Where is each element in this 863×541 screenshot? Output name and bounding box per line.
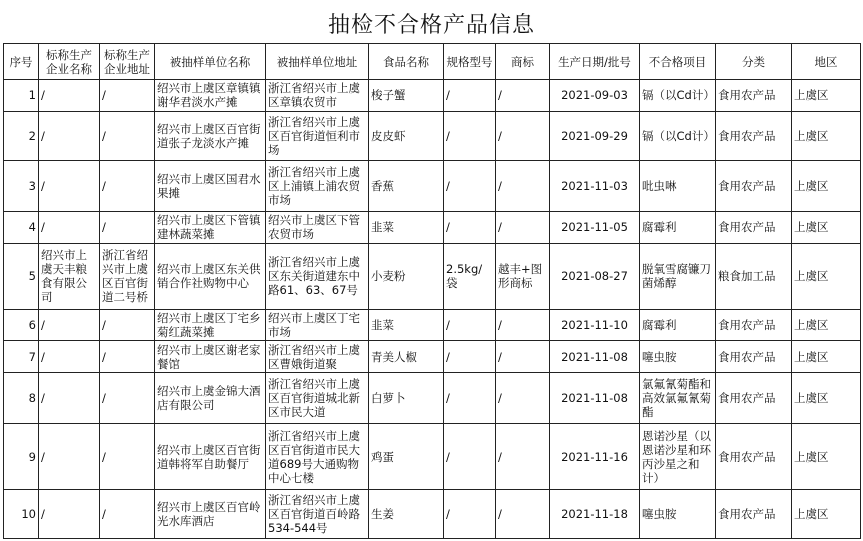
- cell-brand: /: [496, 111, 550, 160]
- table-row: [4, 243, 861, 309]
- cell-region: 上虞区: [792, 80, 861, 112]
- cell-spec: /: [444, 490, 496, 539]
- cell-sampled-unit-address: 浙江省绍兴市上虞区百官街道城北新区市民大道: [266, 373, 369, 424]
- cell-failed-item: 脱氧雪腐镰刀菌烯醇: [640, 243, 716, 309]
- table-row: [4, 211, 861, 243]
- cell-sampled-unit-address: 浙江省绍兴市上虞区曹娥街道聚: [266, 341, 369, 373]
- cell-row-no: 7: [4, 341, 39, 373]
- cell-failed-item: 恩诺沙星（以恩诺沙星和环丙沙星之和计）: [640, 424, 716, 490]
- cell-brand: /: [496, 341, 550, 373]
- table-row: [4, 424, 861, 490]
- cell-food-name: 韭菜: [369, 211, 444, 243]
- col-header-unit: 被抽样单位名称: [155, 44, 266, 80]
- cell-region: 上虞区: [792, 111, 861, 160]
- table-row: [4, 160, 861, 211]
- cell-region: 上虞区: [792, 211, 861, 243]
- table-row: [4, 341, 861, 373]
- cell-production-date: 2021-11-08: [550, 373, 640, 424]
- cell-category: 食用农产品: [716, 424, 792, 490]
- cell-spec: /: [444, 309, 496, 341]
- cell-spec: /: [444, 424, 496, 490]
- table-row: [4, 111, 861, 160]
- cell-region: 上虞区: [792, 341, 861, 373]
- cell-brand: /: [496, 211, 550, 243]
- cell-production-date: 2021-11-10: [550, 309, 640, 341]
- cell-mfr-name: /: [39, 160, 100, 211]
- cell-sampled-unit-name: 绍兴市上虞区东关供销合作社购物中心: [155, 243, 266, 309]
- col-header-unit-addr: 被抽样单位地址: [266, 44, 369, 80]
- cell-failed-item: 噻虫胺: [640, 341, 716, 373]
- cell-sampled-unit-name: 绍兴市上虞区百官街道韩将军自助餐厅: [155, 424, 266, 490]
- cell-category: 食用农产品: [716, 211, 792, 243]
- cell-food-name: 青美人椒: [369, 341, 444, 373]
- cell-production-date: 2021-08-27: [550, 243, 640, 309]
- cell-spec: 2.5kg/袋: [444, 243, 496, 309]
- table-row: [4, 490, 861, 539]
- cell-mfr-name: /: [39, 211, 100, 243]
- page-title: 抽检不合格产品信息: [327, 13, 535, 38]
- col-header-mfr-addr: 标称生产企业地址: [100, 44, 155, 80]
- cell-category: 粮食加工品: [716, 243, 792, 309]
- cell-food-name: 鸡蛋: [369, 424, 444, 490]
- table-row: [4, 309, 861, 341]
- cell-sampled-unit-address: 绍兴市上虞区下管农贸市场: [266, 211, 369, 243]
- cell-region: 上虞区: [792, 490, 861, 539]
- cell-sampled-unit-address: 浙江省绍兴市上虞区东关街道建东中路61、63、67号: [266, 243, 369, 309]
- cell-sampled-unit-name: 绍兴市上虞区百官街道张子龙淡水产摊: [155, 111, 266, 160]
- cell-spec: /: [444, 341, 496, 373]
- cell-mfr-address: /: [100, 373, 155, 424]
- cell-failed-item: 腐霉利: [640, 309, 716, 341]
- cell-row-no: 5: [4, 243, 39, 309]
- cell-sampled-unit-address: 浙江省绍兴市上虞区百官街道恒利市场: [266, 111, 369, 160]
- col-header-region: 地区: [792, 44, 861, 80]
- cell-brand: /: [496, 490, 550, 539]
- cell-mfr-address: /: [100, 80, 155, 112]
- cell-failed-item: 镉（以Cd计）: [640, 80, 716, 112]
- cell-sampled-unit-name: 绍兴市上虞区百官岭光水库酒店: [155, 490, 266, 539]
- cell-food-name: 香蕉: [369, 160, 444, 211]
- unqualified-products-table: [3, 43, 861, 539]
- cell-food-name: 皮皮虾: [369, 111, 444, 160]
- cell-failed-item: 腐霉利: [640, 211, 716, 243]
- cell-mfr-address: /: [100, 211, 155, 243]
- cell-row-no: 8: [4, 373, 39, 424]
- cell-mfr-name: /: [39, 309, 100, 341]
- cell-sampled-unit-address: 浙江省绍兴市上虞区章镇农贸市: [266, 80, 369, 112]
- col-header-date: 生产日期/批号: [550, 44, 640, 80]
- cell-mfr-address: 浙江省绍兴市上虞区百官街道二号桥: [100, 243, 155, 309]
- cell-region: 上虞区: [792, 160, 861, 211]
- cell-production-date: 2021-11-16: [550, 424, 640, 490]
- cell-production-date: 2021-11-03: [550, 160, 640, 211]
- cell-sampled-unit-name: 绍兴市上虞区谢老家餐馆: [155, 341, 266, 373]
- cell-brand: /: [496, 160, 550, 211]
- cell-mfr-address: /: [100, 341, 155, 373]
- cell-region: 上虞区: [792, 424, 861, 490]
- cell-food-name: 梭子蟹: [369, 80, 444, 112]
- cell-failed-item: 吡虫啉: [640, 160, 716, 211]
- col-header-spec: 规格型号: [444, 44, 496, 80]
- cell-category: 食用农产品: [716, 309, 792, 341]
- cell-failed-item: 氯氟氰菊酯和高效氯氟氰菊酯: [640, 373, 716, 424]
- cell-spec: /: [444, 211, 496, 243]
- cell-category: 食用农产品: [716, 373, 792, 424]
- cell-category: 食用农产品: [716, 490, 792, 539]
- cell-category: 食用农产品: [716, 111, 792, 160]
- cell-mfr-name: /: [39, 424, 100, 490]
- cell-spec: /: [444, 111, 496, 160]
- cell-mfr-name: /: [39, 80, 100, 112]
- cell-region: 上虞区: [792, 309, 861, 341]
- cell-row-no: 9: [4, 424, 39, 490]
- cell-mfr-address: /: [100, 424, 155, 490]
- cell-row-no: 3: [4, 160, 39, 211]
- cell-sampled-unit-name: 绍兴市上虞区下管镇建林蔬菜摊: [155, 211, 266, 243]
- table-row: [4, 80, 861, 112]
- cell-sampled-unit-name: 绍兴市上虞区国君水果摊: [155, 160, 266, 211]
- cell-sampled-unit-name: 绍兴市上虞金锦大酒店有限公司: [155, 373, 266, 424]
- cell-sampled-unit-address: 浙江省绍兴市上虞区上浦镇上浦农贸市场: [266, 160, 369, 211]
- cell-mfr-name: /: [39, 341, 100, 373]
- cell-sampled-unit-name: 绍兴市上虞区丁宅乡菊红蔬菜摊: [155, 309, 266, 341]
- cell-mfr-address: /: [100, 309, 155, 341]
- cell-food-name: 白萝卜: [369, 373, 444, 424]
- cell-row-no: 10: [4, 490, 39, 539]
- cell-category: 食用农产品: [716, 80, 792, 112]
- cell-production-date: 2021-09-03: [550, 80, 640, 112]
- col-header-category: 分类: [716, 44, 792, 80]
- cell-food-name: 小麦粉: [369, 243, 444, 309]
- cell-region: 上虞区: [792, 243, 861, 309]
- col-header-item: 不合格项目: [640, 44, 716, 80]
- cell-mfr-name: /: [39, 111, 100, 160]
- cell-sampled-unit-address: 绍兴市上虞区丁宅市场: [266, 309, 369, 341]
- col-header-food: 食品名称: [369, 44, 444, 80]
- cell-row-no: 4: [4, 211, 39, 243]
- col-header-brand: 商标: [496, 44, 550, 80]
- cell-production-date: 2021-11-18: [550, 490, 640, 539]
- cell-spec: /: [444, 160, 496, 211]
- cell-category: 食用农产品: [716, 341, 792, 373]
- cell-food-name: 韭菜: [369, 309, 444, 341]
- col-header-mfr: 标称生产企业名称: [39, 44, 100, 80]
- cell-region: 上虞区: [792, 373, 861, 424]
- cell-brand: /: [496, 424, 550, 490]
- cell-sampled-unit-address: 浙江省绍兴市上虞区百官街道市民大道689号大通购物中心七楼: [266, 424, 369, 490]
- table-body: [4, 80, 861, 539]
- cell-category: 食用农产品: [716, 160, 792, 211]
- table-row: [4, 373, 861, 424]
- cell-production-date: 2021-09-29: [550, 111, 640, 160]
- cell-mfr-address: /: [100, 111, 155, 160]
- cell-mfr-name: /: [39, 490, 100, 539]
- cell-mfr-name: /: [39, 373, 100, 424]
- cell-row-no: 6: [4, 309, 39, 341]
- col-header-no: 序号: [4, 44, 39, 80]
- cell-spec: /: [444, 373, 496, 424]
- cell-mfr-name: 绍兴市上虞天丰粮食有限公司: [39, 243, 100, 309]
- cell-brand: /: [496, 373, 550, 424]
- cell-brand: 越丰+图形商标: [496, 243, 550, 309]
- table-header-row: [4, 44, 861, 80]
- cell-production-date: 2021-11-08: [550, 341, 640, 373]
- cell-food-name: 生姜: [369, 490, 444, 539]
- cell-brand: /: [496, 80, 550, 112]
- cell-row-no: 1: [4, 80, 39, 112]
- cell-mfr-address: /: [100, 160, 155, 211]
- cell-production-date: 2021-11-05: [550, 211, 640, 243]
- cell-brand: /: [496, 309, 550, 341]
- cell-spec: /: [444, 80, 496, 112]
- cell-failed-item: 噻虫胺: [640, 490, 716, 539]
- cell-failed-item: 镉（以Cd计）: [640, 111, 716, 160]
- cell-row-no: 2: [4, 111, 39, 160]
- cell-sampled-unit-address: 浙江省绍兴市上虞区百官街道百岭路534-544号: [266, 490, 369, 539]
- cell-mfr-address: /: [100, 490, 155, 539]
- cell-sampled-unit-name: 绍兴市上虞区章镇镇谢华君淡水产摊: [155, 80, 266, 112]
